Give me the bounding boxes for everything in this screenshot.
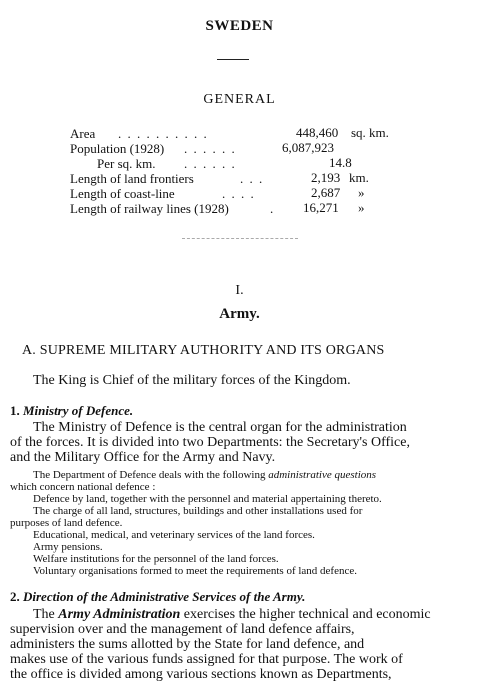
department-line: The charge of all land, structures, buildings and other installations used for: [33, 505, 363, 517]
stat-unit: »: [358, 185, 365, 200]
stat-value: 2,687: [311, 185, 341, 200]
country-title: SWEDEN: [205, 18, 274, 34]
direction-paragraph-line: makes use of the various funds assigned for that purpose. The work of: [10, 652, 403, 667]
ministry-paragraph-line: and the Military Office for the Army and Navy.: [10, 450, 276, 465]
department-intro-text: The Department of Defence deals with the following: [33, 469, 269, 481]
stat-label: Length of land frontiers: [70, 171, 194, 186]
stat-unit: km.: [349, 170, 369, 185]
stat-leader-dots: . . . . . . . . . .: [118, 126, 209, 141]
department-intro: [33, 469, 376, 481]
stat-label: Area: [70, 126, 96, 141]
department-line: purposes of land defence.: [10, 517, 123, 529]
stat-label: Length of railway lines (1928): [70, 201, 229, 216]
part-title: Army.: [219, 306, 260, 322]
department-line: Army pensions.: [33, 541, 103, 553]
title-rule: [217, 59, 249, 60]
stat-value: 16,271: [303, 200, 339, 215]
stat-value: 6,087,923: [282, 140, 334, 155]
ministry-paragraph-line: of the forces. It is divided into two Departments: the Secretary's Office,: [10, 435, 410, 450]
heading-number: 1.: [10, 403, 20, 418]
direction-paragraph-line: the office is divided among various sections known as Departments,: [10, 667, 392, 682]
department-intro-italic: administrative questions: [268, 469, 377, 481]
department-line: Voluntary organisations formed to meet the requirements of land defence.: [33, 565, 357, 577]
direction-paragraph-first-line: [33, 607, 431, 622]
stat-unit: sq. km.: [351, 125, 389, 140]
stat-unit: »: [358, 200, 365, 215]
section-a-heading: A. SUPREME MILITARY AUTHORITY AND ITS ORGANS: [22, 343, 385, 358]
stat-leader-dots: . . . . . .: [184, 156, 237, 171]
section-heading-general: GENERAL: [203, 92, 276, 107]
direction-text: The: [33, 607, 59, 622]
stat-leader-dots: . . . .: [222, 186, 256, 201]
heading-title: Direction of the Administrative Services of the Army.: [23, 589, 306, 604]
stat-value: 14.8: [329, 155, 352, 170]
stat-label: Per sq. km.: [97, 156, 156, 171]
direction-text: exercises the higher technical and economic: [180, 607, 431, 622]
direction-paragraph-line: supervision over and the management of land defence affairs,: [10, 622, 355, 637]
heading-number: 2.: [10, 589, 20, 604]
ministry-heading: [10, 403, 133, 419]
department-line: Welfare institutions for the personnel of the land forces.: [33, 553, 279, 565]
stat-label: Length of coast-line: [70, 186, 175, 201]
ministry-paragraph-line: The Ministry of Defence is the central organ for the administration: [33, 420, 407, 435]
stat-leader-dots: . . . . . .: [184, 141, 237, 156]
direction-paragraph-line: administers the sums allotted by the State for land defence, and: [10, 637, 365, 652]
stat-label: Population (1928): [70, 141, 165, 156]
stat-leader-dots: . . .: [240, 171, 264, 186]
department-line: which concern national defence :: [10, 481, 156, 493]
army-administration-term: Army Administration: [58, 607, 181, 622]
department-line: Educational, medical, and veterinary services of the land forces.: [33, 529, 315, 541]
department-line: Defence by land, together with the personnel and material appertaining thereto.: [33, 493, 382, 505]
part-number: I.: [235, 283, 244, 298]
stat-leader-dots: .: [270, 201, 275, 216]
stat-value: 2,193: [311, 170, 341, 185]
direction-heading: [10, 589, 305, 605]
king-statement: The King is Chief of the military forces of the Kingdom.: [33, 373, 351, 388]
stat-value: 448,460: [296, 125, 339, 140]
section-separator: [182, 238, 298, 239]
heading-title: Ministry of Defence.: [23, 403, 134, 418]
